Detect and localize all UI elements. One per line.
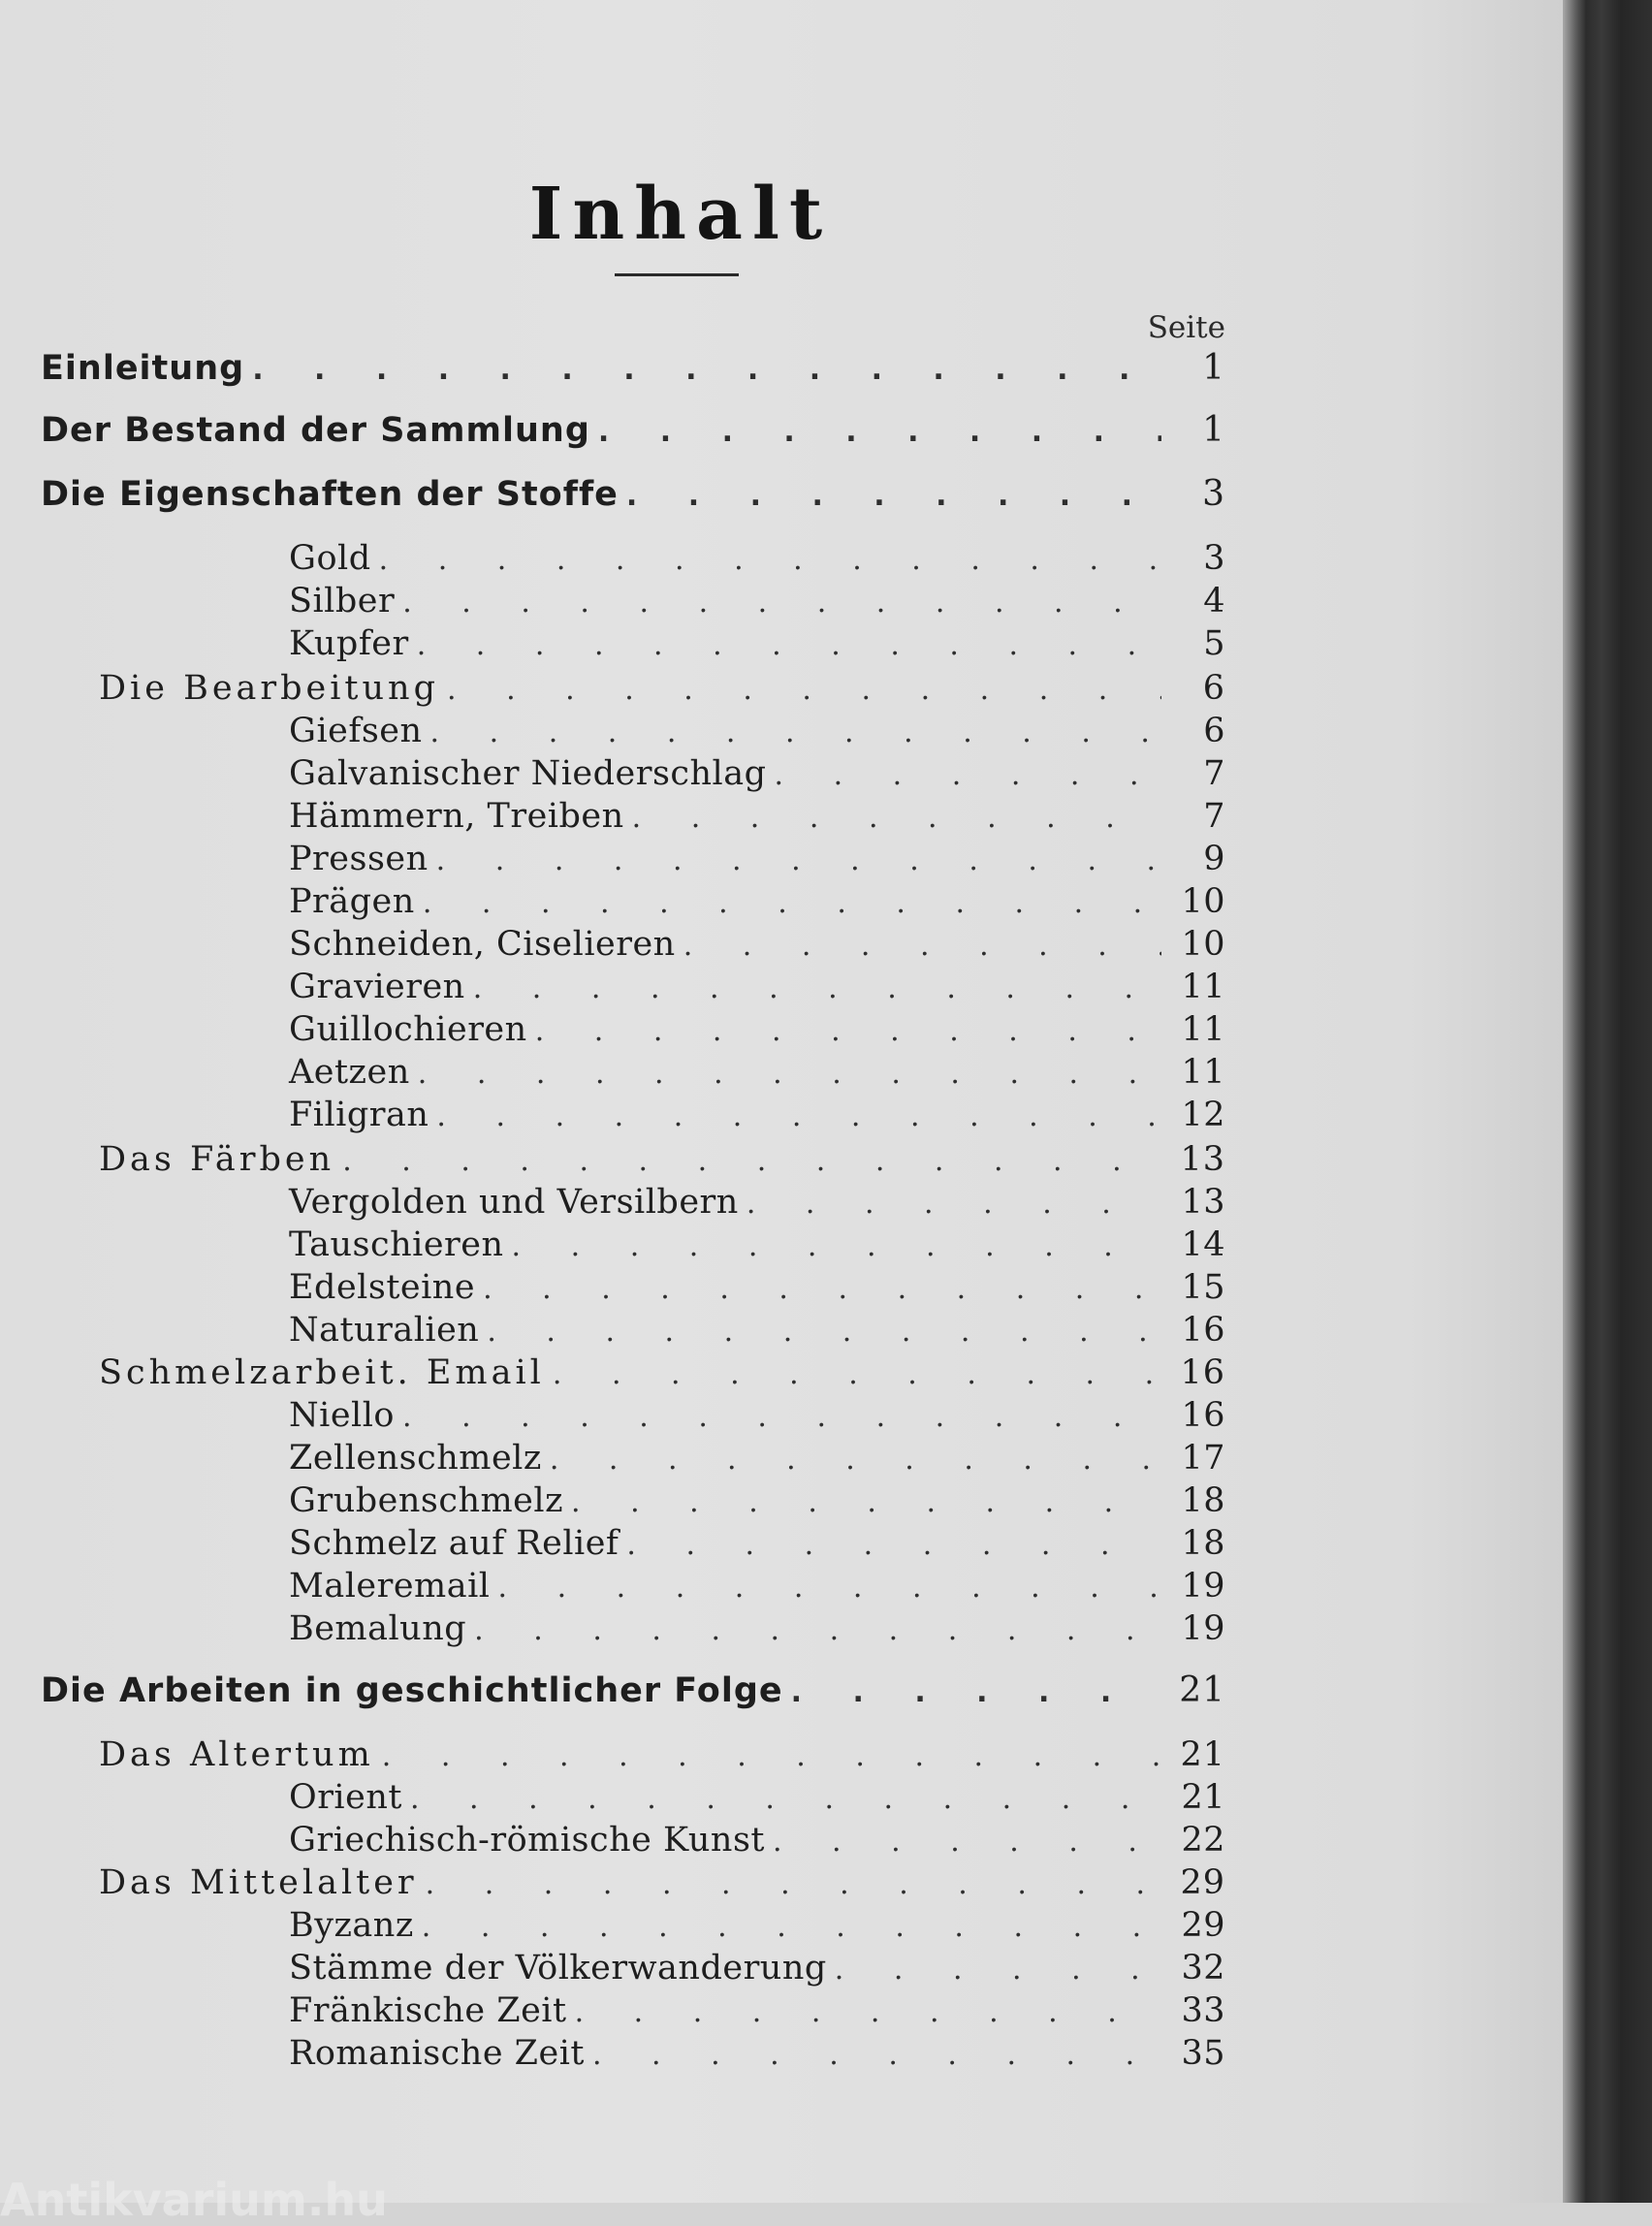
dot-leader [252, 349, 1161, 392]
toc-entry [289, 1266, 1225, 1309]
toc-entry-label: Gold [289, 539, 371, 578]
toc-entry-label: Das Färben [99, 1140, 335, 1179]
dot-leader [835, 1949, 1161, 1991]
toc-entry-page-number: 13 [1180, 1140, 1225, 1179]
toc-entry-label: Stämme der Völkerwanderung [289, 1949, 827, 1988]
toc-entry-page-number: 18 [1181, 1481, 1225, 1520]
toc-entry-page-number: 35 [1181, 2034, 1225, 2073]
toc-entry [289, 1565, 1225, 1607]
toc-entry-label: Silber [289, 582, 396, 620]
toc-entry-label: Tauschieren [289, 1225, 504, 1264]
toc-entry-label: Niello [289, 1396, 395, 1435]
toc-entry [41, 409, 1225, 452]
dot-leader [775, 754, 1161, 797]
toc-entry [289, 1904, 1225, 1947]
toc-entry [99, 1138, 1225, 1181]
toc-entry-page-number: 13 [1181, 1183, 1225, 1222]
toc-entry [99, 1861, 1225, 1904]
toc-entry-page-number: 14 [1181, 1225, 1225, 1264]
dot-leader [553, 1353, 1161, 1396]
toc-entry-page-number: 9 [1203, 840, 1225, 878]
toc-entry-label: Bemalung [289, 1609, 467, 1648]
toc-entry [289, 1309, 1225, 1352]
toc-entry [99, 1352, 1225, 1394]
dot-leader [592, 2034, 1161, 2077]
toc-entry [289, 1394, 1225, 1437]
watermark: Antikvarium.hu [0, 2174, 388, 2226]
toc-entry-label: Byzanz [289, 1906, 414, 1945]
toc-entry-label: Edelsteine [289, 1268, 476, 1307]
toc-entry-label: Naturalien [289, 1311, 480, 1350]
dot-leader [683, 925, 1161, 968]
toc-entry [289, 2032, 1225, 2075]
dot-leader [575, 1991, 1161, 2034]
toc-entry-page-number: 4 [1203, 582, 1225, 620]
toc-entry [99, 1733, 1225, 1776]
toc-entry-label: Romanische Zeit [289, 2034, 585, 2073]
toc-entry-label: Gravieren [289, 968, 465, 1006]
dot-leader [422, 1906, 1161, 1949]
dot-leader [773, 1821, 1161, 1863]
dot-leader [626, 475, 1161, 518]
toc-entry [289, 923, 1225, 966]
toc-entry [289, 1224, 1225, 1266]
dot-leader [382, 1735, 1161, 1778]
dot-leader [426, 1863, 1161, 1906]
dot-leader [535, 1010, 1161, 1053]
toc-entry [289, 838, 1225, 880]
dot-leader [474, 1609, 1161, 1652]
toc-entry-label: Guillochieren [289, 1010, 527, 1049]
toc-entry-page-number: 32 [1181, 1949, 1225, 1988]
dot-leader [626, 1524, 1161, 1567]
dot-leader [483, 1268, 1161, 1311]
toc-entry-page-number: 29 [1181, 1906, 1225, 1945]
toc-entry-label: Aetzen [289, 1053, 410, 1092]
dot-leader [632, 797, 1161, 840]
toc-entry-page-number: 21 [1181, 1778, 1225, 1817]
toc-entry-page-number: 21 [1180, 1735, 1225, 1774]
dot-leader [436, 840, 1161, 882]
toc-entry-page-number: 11 [1181, 1010, 1225, 1049]
toc-entry-label: Orient [289, 1778, 402, 1817]
toc-entry-label: Giefsen [289, 712, 423, 750]
toc-entry-label: Die Eigenschaften der Stoffe [41, 475, 619, 514]
dot-leader [410, 1778, 1161, 1821]
toc-entry-page-number: 10 [1181, 882, 1225, 921]
dot-leader [498, 1567, 1162, 1609]
toc-entry-label: Prägen [289, 882, 415, 921]
toc-entry-page-number: 7 [1203, 754, 1225, 793]
page-title: Inhalt [528, 172, 833, 256]
toc-entry-page-number: 29 [1180, 1863, 1225, 1902]
dot-leader [791, 1671, 1161, 1714]
toc-entry-label: Der Bestand der Sammlung [41, 411, 590, 450]
toc-entry [289, 1008, 1225, 1051]
toc-entry [289, 1819, 1225, 1861]
toc-entry-page-number: 22 [1181, 1821, 1225, 1860]
toc-entry-label: Schmelz auf Relief [289, 1524, 620, 1563]
toc-entry-page-number: 19 [1181, 1567, 1225, 1606]
dot-leader [747, 1183, 1161, 1225]
toc-entry [289, 710, 1225, 752]
toc-entry-label: Fränkische Zeit [289, 1991, 567, 2030]
toc-entry-page-number: 1 [1202, 410, 1225, 450]
toc-entry [289, 752, 1225, 795]
toc-entry-label: Maleremail [289, 1567, 491, 1606]
toc-entry-label: Schmelzarbeit. Email [99, 1353, 545, 1392]
toc-entry-label: Filigran [289, 1096, 429, 1134]
toc-entry-label: Griechisch-römische Kunst [289, 1821, 765, 1860]
toc-entry-page-number: 17 [1181, 1439, 1225, 1478]
toc-entry-page-number: 18 [1181, 1524, 1225, 1563]
dot-leader [473, 968, 1161, 1010]
toc-entry-page-number: 19 [1181, 1609, 1225, 1648]
dot-leader [418, 1053, 1161, 1096]
toc-entry [41, 473, 1225, 516]
dot-leader [487, 1311, 1161, 1353]
toc-entry-page-number: 16 [1180, 1353, 1225, 1392]
dot-leader [571, 1481, 1161, 1524]
toc-entry-label: Die Bearbeitung [99, 669, 439, 708]
dot-leader [550, 1439, 1161, 1481]
toc-entry [41, 1670, 1225, 1712]
toc-entry-label: Zellenschmelz [289, 1439, 542, 1478]
dot-leader [423, 882, 1161, 925]
toc-entry-label: Die Arbeiten in geschichtlicher Folge [41, 1671, 783, 1710]
page-column-header: Seite [1147, 310, 1225, 345]
toc-entry [41, 347, 1225, 390]
toc-entry-label: Grubenschmelz [289, 1481, 564, 1520]
toc-entry-page-number: 3 [1203, 539, 1225, 578]
toc-entry [289, 880, 1225, 923]
toc-entry-page-number: 16 [1181, 1311, 1225, 1350]
toc-entry [289, 1522, 1225, 1565]
toc-entry [289, 1094, 1225, 1136]
toc-entry [289, 580, 1225, 622]
toc-entry [289, 1776, 1225, 1819]
toc-entry-page-number: 15 [1181, 1268, 1225, 1307]
toc-entry-label: Das Mittelalter [99, 1863, 418, 1902]
toc-entry [99, 667, 1225, 710]
dot-leader [436, 1096, 1161, 1138]
toc-entry-label: Einleitung [41, 349, 245, 388]
toc-entry-label: Pressen [289, 840, 429, 878]
toc-entry [289, 1437, 1225, 1479]
toc-entry [289, 1479, 1225, 1522]
toc-entry [289, 622, 1225, 665]
toc-entry-page-number: 10 [1181, 925, 1225, 964]
toc-entry [289, 1947, 1225, 1989]
toc-entry-label: Hämmern, Treiben [289, 797, 624, 836]
toc-entry-page-number: 12 [1181, 1096, 1225, 1134]
toc-entry-page-number: 6 [1203, 712, 1225, 750]
toc-entry-page-number: 16 [1181, 1396, 1225, 1435]
toc-entry [289, 1607, 1225, 1650]
toc-entry-page-number: 3 [1202, 474, 1225, 514]
toc-entry [289, 1989, 1225, 2032]
toc-entry-label: Schneiden, Ciselieren [289, 925, 676, 964]
dot-leader [402, 582, 1161, 624]
toc-entry-page-number: 1 [1202, 348, 1225, 388]
dot-leader [402, 1396, 1161, 1439]
toc-entry-label: Vergolden und Versilbern [289, 1183, 739, 1222]
dot-leader [417, 624, 1161, 667]
toc-entry-page-number: 21 [1179, 1670, 1225, 1710]
toc-entry [289, 1181, 1225, 1224]
toc-entry-page-number: 11 [1181, 1053, 1225, 1092]
toc-entry-page-number: 6 [1202, 669, 1225, 708]
toc-entry-page-number: 5 [1203, 624, 1225, 663]
dot-leader [447, 669, 1161, 712]
toc-entry [289, 966, 1225, 1008]
dot-leader [379, 539, 1161, 582]
toc-entry [289, 1051, 1225, 1094]
toc-entry-label: Das Altertum [99, 1735, 374, 1774]
toc-entry-page-number: 33 [1181, 1991, 1225, 2030]
dot-leader [430, 712, 1161, 754]
toc-entry-label: Galvanischer Niederschlag [289, 754, 767, 793]
toc-entry-page-number: 11 [1181, 968, 1225, 1006]
toc-entry-page-number: 7 [1203, 797, 1225, 836]
toc-entry [289, 537, 1225, 580]
dot-leader [342, 1140, 1161, 1183]
dot-leader [598, 411, 1161, 454]
book-binding-edge [1563, 0, 1652, 2203]
toc-entry [289, 795, 1225, 838]
toc-entry-label: Kupfer [289, 624, 409, 663]
dot-leader [512, 1225, 1161, 1268]
